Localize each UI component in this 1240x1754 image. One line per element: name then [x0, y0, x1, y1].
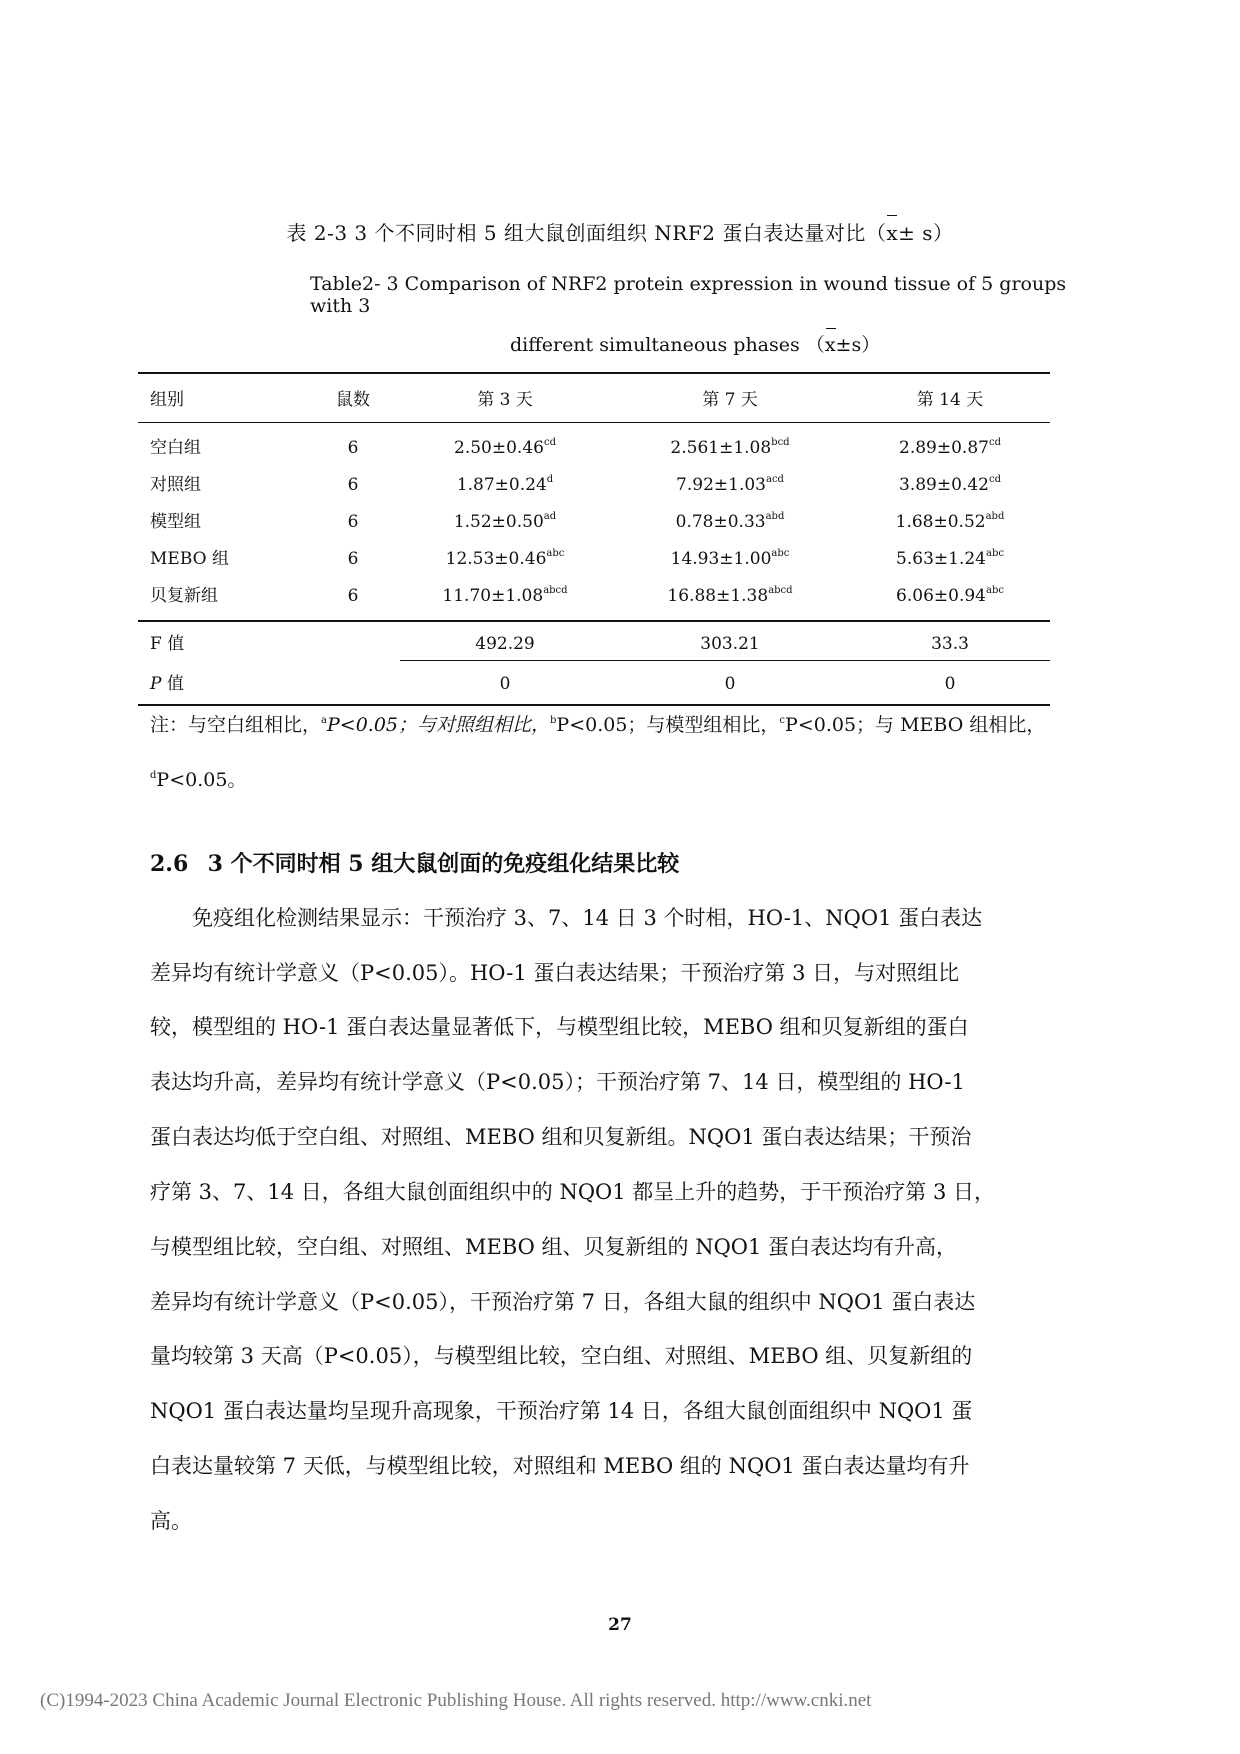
paragraph-line: 差异均有统计学意义（P<0.05）。HO-1 蛋白表达结果；干预治疗第 3 日，与对照组比	[150, 961, 960, 985]
table-note-cont: $^d$P<0.05。	[150, 769, 247, 791]
row-n: 6	[347, 475, 359, 495]
table-row	[138, 504, 1050, 540]
table-row	[138, 430, 1050, 466]
paragraph-line: 白表达量较第 7 天低，与模型组比较，对照组和 MEBO 组的 NQO1 蛋白表达量均有升	[150, 1454, 970, 1478]
paragraph-line: 差异均有统计学意义（P<0.05），干预治疗第 7 日，各组大鼠的组织中 NQO1 蛋白表达	[150, 1290, 976, 1314]
cell-day3: 12.53±0.46$^{abc}$	[445, 548, 565, 569]
cell-day7: 14.93±1.00$^{abc}$	[670, 548, 790, 569]
table-row	[138, 578, 1050, 614]
f-day7: 303.21	[700, 634, 760, 654]
header-n: 鼠数	[336, 390, 370, 410]
section-number: 2.6	[150, 851, 189, 877]
cell-day7: $16.88\pm 1.38^{abcd}$	[667, 585, 793, 606]
p-day7: 0	[724, 674, 736, 694]
cell-day3: 1.87±0.24$^d$	[456, 474, 554, 495]
table-note: 注：与空白组相比，$^a$P<0.05；与对照组相比，$^b$P<0.05；与模型组相比，$^c$P<0.05；与 MEBO 组相比，	[150, 714, 1046, 736]
cell-day14: 5.63±1.24$^{abc}$	[896, 548, 1004, 569]
cell-day3: $11.70\pm 1.08^{abcd}$	[442, 585, 568, 606]
page-number: 27	[608, 1615, 632, 1635]
table-partial-rule	[400, 660, 1050, 661]
table-caption-en-line2	[510, 328, 1110, 357]
caption-cn-suffix: ± s）	[898, 221, 954, 245]
p-day14: 0	[944, 674, 956, 694]
table-header-rule	[138, 422, 1050, 423]
caption-en-prefix: different simultaneous phases （	[510, 334, 825, 356]
header-day14: 第 14 天	[916, 390, 984, 410]
header-group: 组别	[150, 390, 184, 410]
paragraph-line: NQO1 蛋白表达量均呈现升高现象，干预治疗第 14 日，各组大鼠创面组织中 NQO1 蛋	[150, 1399, 973, 1423]
row-group: 对照组	[150, 475, 201, 495]
mean-symbol-en	[825, 328, 836, 356]
cell-day7: 7.92±1.03$^{acd}$	[676, 474, 784, 495]
paragraph-line: 高。	[150, 1509, 192, 1533]
table-mid-rule	[138, 620, 1050, 622]
p-day3: 0	[499, 674, 511, 694]
row-group: MEBO 组	[150, 549, 229, 569]
mean-x: x	[886, 221, 899, 245]
table-caption-cn	[0, 215, 1240, 246]
paragraph-line: 量均较第 3 天高（P<0.05），与模型组比较，空白组、对照组、MEBO 组、贝复新组的	[150, 1344, 973, 1368]
row-n: 6	[347, 438, 359, 458]
copyright-footer: (C)1994-2023 China Academic Journal Electronic Publishing House. All rights reserved. http://www.cnki.net	[40, 1690, 872, 1711]
table-row	[138, 541, 1050, 577]
f-day3: 492.29	[475, 634, 535, 654]
paragraph-line: 免疫组化检测结果显示：干预治疗 3、7、14 日 3 个时相，HO-1、NQO1 蛋白表达	[150, 906, 983, 930]
cell-day14: 2.89±0.87$^{cd}$	[899, 437, 1001, 458]
section-heading	[150, 847, 1050, 878]
table-p-row	[138, 666, 1050, 702]
header-day3: 第 3 天	[477, 390, 533, 410]
table-bottom-rule	[138, 704, 1050, 706]
mean-x-en: x	[824, 334, 836, 356]
header-day7: 第 7 天	[702, 390, 758, 410]
cell-day14: 3.89±0.42$^{cd}$	[899, 474, 1001, 495]
paragraph-line: 蛋白表达均低于空白组、对照组、MEBO 组和贝复新组。NQO1 蛋白表达结果；干预治	[150, 1125, 972, 1149]
table-row	[138, 467, 1050, 503]
f-day14: 33.3	[931, 634, 969, 654]
f-label: F 值	[150, 634, 185, 654]
cell-day14: 1.68±0.52$^{abd}$	[895, 511, 1005, 532]
cell-day7: 2.561±1.08$^{bcd}$	[670, 437, 790, 458]
row-group: 模型组	[150, 512, 201, 532]
row-n: 6	[347, 586, 359, 606]
row-group: 空白组	[150, 438, 201, 458]
cell-day3: 2.50±0.46$^{cd}$	[454, 437, 556, 458]
table-header-row	[138, 382, 1050, 418]
row-group: 贝复新组	[150, 586, 218, 606]
caption-cn-prefix: 表 2-3 3 个不同时相 5 组大鼠创面组织 NRF2 蛋白表达量对比（	[286, 221, 887, 245]
paragraph-line: 与模型组比较，空白组、对照组、MEBO 组、贝复新组的 NQO1 蛋白表达均有升高，	[150, 1235, 958, 1259]
p-label: P 值	[150, 674, 184, 694]
row-n: 6	[347, 549, 359, 569]
cell-day14: 6.06±0.94$^{abc}$	[896, 585, 1004, 606]
section-title: 3 个不同时相 5 组大鼠创面的免疫组化结果比较	[207, 851, 680, 877]
paragraph-line: 疗第 3、7、14 日，各组大鼠创面组织中的 NQO1 都呈上升的趋势，于干预治疗第 3 日，	[150, 1180, 996, 1204]
row-n: 6	[347, 512, 359, 532]
table-f-row	[138, 626, 1050, 662]
cell-day7: 0.78±0.33$^{abd}$	[675, 511, 785, 532]
mean-symbol	[886, 215, 898, 245]
paragraph-line: 较，模型组的 HO-1 蛋白表达量显著低下，与模型组比较，MEBO 组和贝复新组的蛋白	[150, 1015, 969, 1039]
cell-day3: 1.52±0.50$^{ad}$	[453, 511, 557, 532]
paragraph-line: 表达均升高，差异均有统计学意义（P<0.05）；干预治疗第 7、14 日，模型组的 HO-1	[150, 1070, 965, 1094]
caption-en-suffix: ±s）	[835, 334, 881, 356]
table-caption-en-line1: Table2- 3 Comparison of NRF2 protein expression in wound tissue of 5 groups with 3	[310, 273, 1067, 317]
table-top-rule	[138, 372, 1050, 374]
